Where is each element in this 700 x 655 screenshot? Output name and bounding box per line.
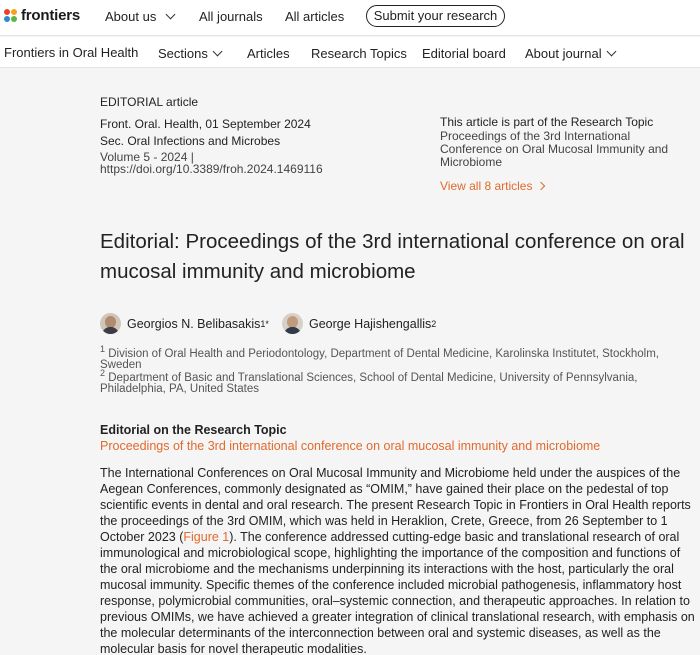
affiliation-number: 2 (100, 368, 106, 379)
nav-articles-label: Articles (247, 46, 290, 61)
article-title: Editorial: Proceedings of the 3rd international conference on oral mucosal immunity and microbiome (100, 230, 685, 283)
paragraph-text-start: The International Conferences on Oral Mucosal Immunity and Microbiome held under the auspices of the Aegean Conferences, commonly designated as “OMIM,” have gained their place on the pedestal of top scientific events in dental and oral research. The present Research Topic in Frontiers in Oral Health reports the proceedings of the 3rd OMIM, which was held in Heraklion, Crete, Greece, from 26 September to 1 October 2023 ( (100, 466, 691, 544)
nav-about-us[interactable] (105, 9, 174, 24)
journal-header (0, 37, 700, 68)
figure-link[interactable]: Figure 1 (183, 530, 230, 544)
journal-citation: Front. Oral. Health, 01 September 2024 (100, 117, 311, 131)
research-topic-name[interactable]: Proceedings of the 3rd International Conference on Oral Mucosal Immunity and Microbiome (440, 129, 669, 169)
view-all-articles-label: View all 8 articles (440, 179, 533, 193)
author-2[interactable]: George Hajishengallis 2 (282, 313, 436, 334)
body-paragraph (100, 465, 697, 655)
frontiers-logo-icon (4, 9, 18, 23)
chevron-down-icon (606, 47, 616, 57)
view-all-articles-link[interactable] (440, 179, 690, 193)
author-name: Georgios N. Belibasakis (127, 316, 261, 331)
affiliation-text: Department of Basic and Translational Sciences, School of Dental Medicine, University of Pennsylvania, Philadelphia, PA, United States (100, 372, 638, 395)
nav-sections[interactable] (158, 46, 221, 61)
editorial-heading: Editorial on the Research Topic (100, 423, 287, 437)
paragraph-text-end: ). The conference addressed cutting-edge basic and translational research of oral immunological and microbiological scope, highlighting the importance of the composition and functions of the oral microbiome and the mechanisms underpinning its interactions with the host, particularly the oral mucosal immunity. Specific themes of the conference included microbial pathogenesis, inflammatory host response, polymicrobial communities, oral–systemic connection, and therapeutic approaches. In relation to previous OMIMs, we have achieved a greater integration of clinical translational research, with emphasis on the molecular determinants of the interconnection between oral and systemic diseases, as well as the molecular basis for novel therapeutic modalities. (100, 530, 695, 655)
chevron-down-icon (212, 47, 222, 57)
affiliation-text: Division of Oral Health and Periodontology, Department of Dental Medicine, Karolinska Institutet, Stockholm, Sweden (100, 348, 660, 371)
author-name: George Hajishengallis (309, 316, 432, 331)
submit-research-button[interactable]: Submit your research (366, 5, 505, 27)
frontiers-logo[interactable] (4, 7, 80, 24)
nav-about-us-label: About us (105, 9, 157, 24)
editorial-topic-link[interactable]: Proceedings of the 3rd international conference on oral mucosal immunity and microbiome (100, 439, 601, 453)
nav-about-journal[interactable] (525, 46, 615, 61)
nav-all-journals[interactable] (199, 9, 263, 24)
affiliation-number: 1 (100, 344, 106, 355)
article-volume: Volume 5 - 2024 | (100, 150, 194, 164)
chevron-down-icon (166, 10, 176, 20)
nav-research-topics-label: Research Topics (311, 46, 407, 61)
nav-articles[interactable] (247, 46, 290, 61)
avatar (282, 313, 303, 334)
nav-research-topics[interactable] (311, 46, 407, 61)
chevron-right-icon (537, 182, 545, 190)
journal-name[interactable]: Frontiers in Oral Health (4, 45, 139, 60)
article-section[interactable]: Sec. Oral Infections and Microbes (100, 134, 281, 148)
avatar (100, 313, 121, 334)
logo-text: frontiers (21, 7, 81, 24)
article-doi[interactable]: https://doi.org/10.3389/froh.2024.1469116 (100, 162, 323, 176)
author-1[interactable]: Georgios N. Belibasakis 1* (100, 313, 269, 334)
top-header (0, 0, 700, 36)
nav-about-journal-label: About journal (525, 46, 602, 61)
nav-editorial-board-label: Editorial board (422, 46, 506, 61)
research-topic-heading: This article is part of the Research Topic (440, 115, 654, 129)
nav-sections-label: Sections (158, 46, 208, 61)
research-topic-box (440, 115, 690, 193)
affiliation-1 (100, 344, 695, 371)
article-type: EDITORIAL article (100, 95, 199, 109)
nav-all-journals-label: All journals (199, 9, 263, 24)
nav-all-articles[interactable] (285, 9, 344, 24)
nav-editorial-board[interactable] (422, 46, 506, 61)
affiliation-2 (100, 368, 695, 395)
nav-all-articles-label: All articles (285, 9, 345, 24)
